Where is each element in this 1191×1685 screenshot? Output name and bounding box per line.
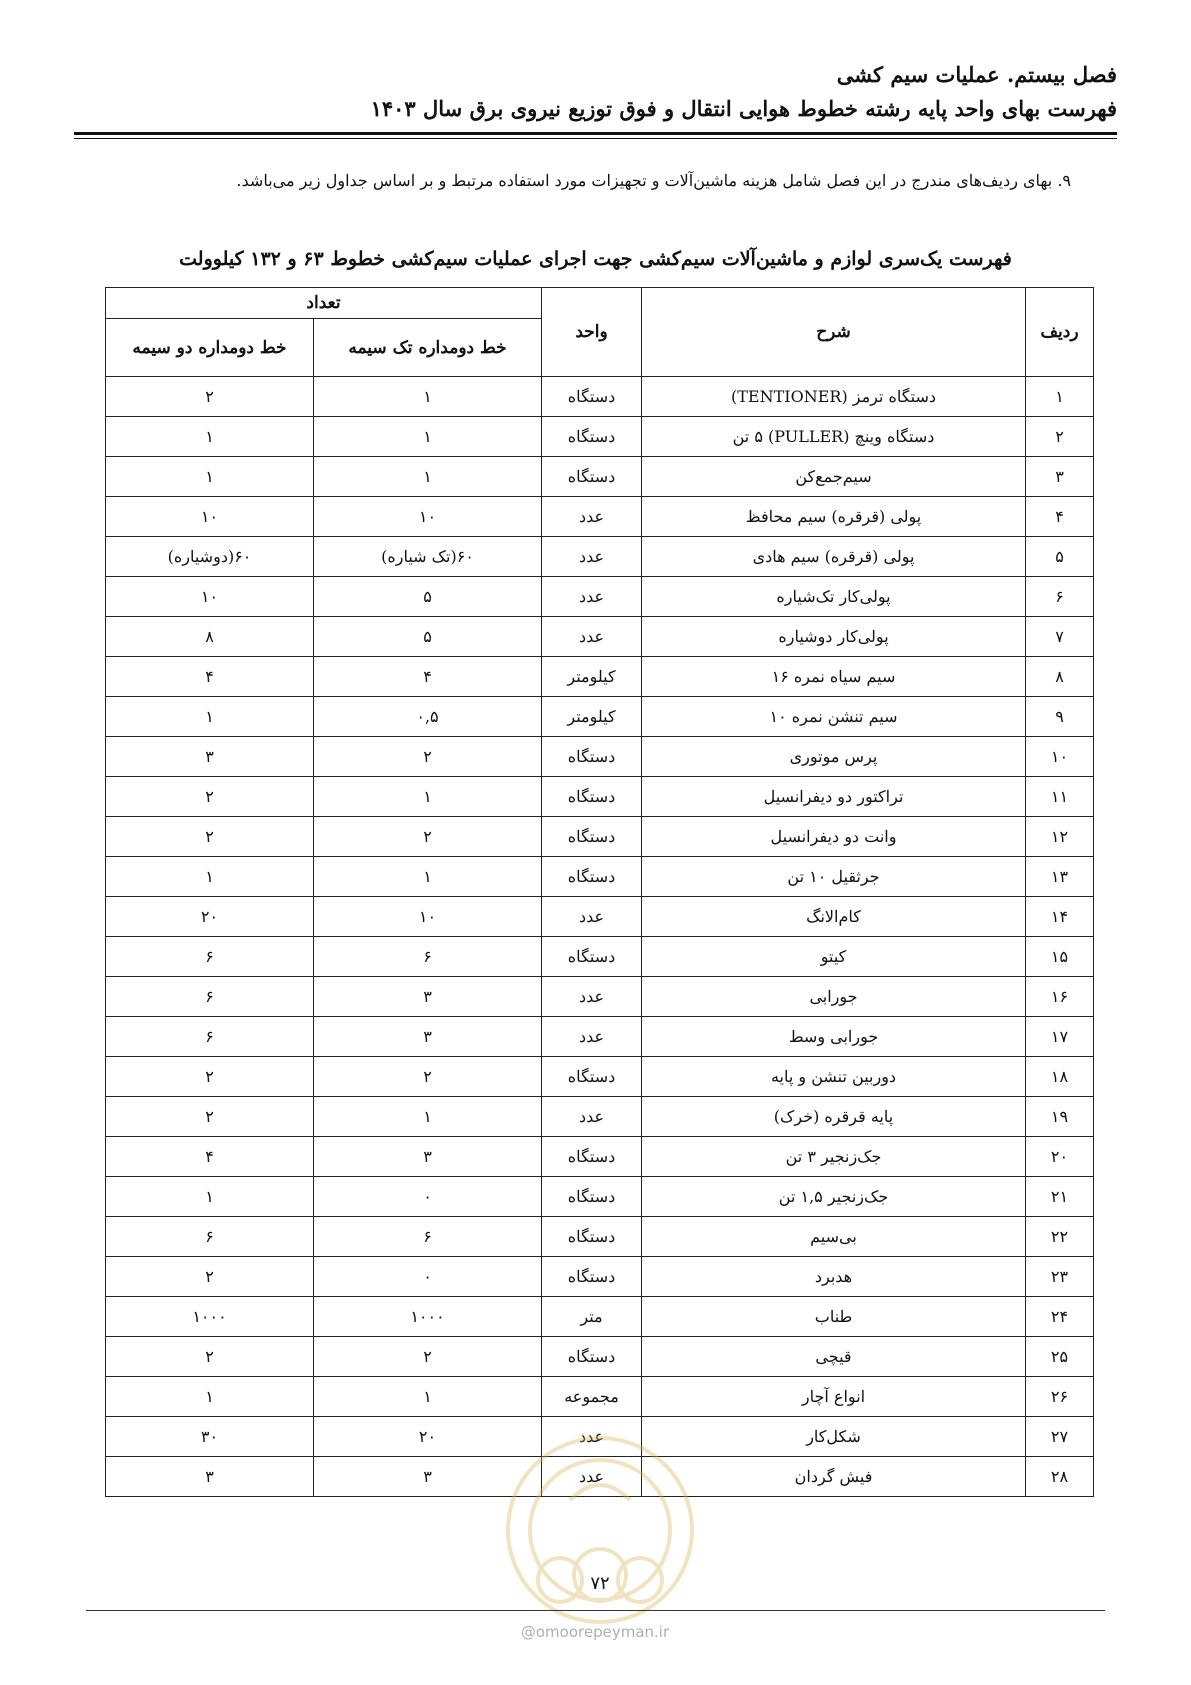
cell-row-number: ۹ — [1026, 697, 1094, 737]
cell-unit: دستگاه — [542, 1177, 642, 1217]
cell-description: انواع آچار — [642, 1377, 1026, 1417]
cell-unit: دستگاه — [542, 1337, 642, 1377]
cell-double-conductor: ۲ — [106, 1257, 314, 1297]
cell-unit: دستگاه — [542, 1057, 642, 1097]
cell-description: کام‌الانگ — [642, 897, 1026, 937]
cell-row-number: ۲۳ — [1026, 1257, 1094, 1297]
cell-double-conductor: ۳ — [106, 737, 314, 777]
cell-double-conductor: ۲ — [106, 817, 314, 857]
cell-row-number: ۲۵ — [1026, 1337, 1094, 1377]
cell-description: شکل‌کار — [642, 1417, 1026, 1457]
cell-double-conductor: ۱۰ — [106, 577, 314, 617]
table-row — [106, 697, 1094, 737]
cell-description: پولی (قرقره) سیم محافظ — [642, 497, 1026, 537]
page-header — [74, 58, 1117, 126]
cell-description: سیم تنشن نمره ۱۰ — [642, 697, 1026, 737]
cell-single-conductor: ۳ — [314, 977, 542, 1017]
cell-unit: دستگاه — [542, 817, 642, 857]
watermark-logo — [500, 1430, 700, 1630]
cell-row-number: ۲۴ — [1026, 1297, 1094, 1337]
cell-row-number: ۴ — [1026, 497, 1094, 537]
cell-unit: دستگاه — [542, 857, 642, 897]
table-row — [106, 537, 1094, 577]
cell-single-conductor: ۱ — [314, 457, 542, 497]
cell-single-conductor: ۲۰ — [314, 1417, 542, 1457]
header-rule-thin — [74, 138, 1117, 139]
cell-unit: عدد — [542, 1097, 642, 1137]
cell-description: دستگاه وینچ (PULLER) ۵ تن — [642, 417, 1026, 457]
header-description: شرح — [642, 288, 1026, 377]
cell-description: پرس موتوری — [642, 737, 1026, 777]
cell-double-conductor: ۴ — [106, 1137, 314, 1177]
table-row — [106, 897, 1094, 937]
cell-double-conductor: ۶ — [106, 937, 314, 977]
footer-rule — [86, 1610, 1105, 1611]
cell-double-conductor: ۲ — [106, 1337, 314, 1377]
cell-description: جورابی — [642, 977, 1026, 1017]
cell-description: فیش گردان — [642, 1457, 1026, 1497]
cell-single-conductor: ۱ — [314, 857, 542, 897]
cell-single-conductor: ۶۰(تک شیاره) — [314, 537, 542, 577]
cell-unit: عدد — [542, 497, 642, 537]
cell-row-number: ۱۱ — [1026, 777, 1094, 817]
cell-single-conductor: ۳ — [314, 1017, 542, 1057]
header-rule-thick — [74, 132, 1117, 135]
table-row — [106, 1097, 1094, 1137]
cell-row-number: ۱۴ — [1026, 897, 1094, 937]
cell-row-number: ۶ — [1026, 577, 1094, 617]
cell-unit: دستگاه — [542, 1217, 642, 1257]
table-body — [106, 377, 1094, 1497]
table-row — [106, 457, 1094, 497]
header-single-conductor: خط دومداره تک سیمه — [314, 319, 542, 377]
cell-description: دستگاه ترمز (TENTIONER) — [642, 377, 1026, 417]
cell-description: جرثقیل ۱۰ تن — [642, 857, 1026, 897]
cell-unit: مجموعه — [542, 1377, 642, 1417]
note-paragraph: ۹. بهای ردیف‌های مندرج در این فصل شامل هزینه ماشین‌آلات و تجهیزات مورد استفاده مرتبط و بر اساس جداول زیر می‌باشد. — [236, 171, 1071, 190]
cell-row-number: ۵ — [1026, 537, 1094, 577]
cell-description: پولی‌کار تک‌شیاره — [642, 577, 1026, 617]
cell-row-number: ۱۶ — [1026, 977, 1094, 1017]
cell-unit: عدد — [542, 577, 642, 617]
cell-row-number: ۱۰ — [1026, 737, 1094, 777]
cell-double-conductor: ۲ — [106, 1057, 314, 1097]
cell-row-number: ۳ — [1026, 457, 1094, 497]
table-row — [106, 377, 1094, 417]
cell-unit: دستگاه — [542, 457, 642, 497]
cell-row-number: ۲۱ — [1026, 1177, 1094, 1217]
cell-double-conductor: ۳ — [106, 1457, 314, 1497]
cell-single-conductor: ۶ — [314, 1217, 542, 1257]
cell-double-conductor: ۱ — [106, 857, 314, 897]
table-row — [106, 497, 1094, 537]
cell-unit: متر — [542, 1297, 642, 1337]
cell-description: طناب — [642, 1297, 1026, 1337]
cell-description: جک‌زنجیر ۱,۵ تن — [642, 1177, 1026, 1217]
cell-double-conductor: ۱ — [106, 697, 314, 737]
cell-description: تراکتور دو دیفرانسیل — [642, 777, 1026, 817]
header-unit: واحد — [542, 288, 642, 377]
cell-single-conductor: ۲ — [314, 1057, 542, 1097]
cell-single-conductor: ۵ — [314, 617, 542, 657]
cell-unit: عدد — [542, 1457, 642, 1497]
cell-double-conductor: ۴ — [106, 657, 314, 697]
table-row — [106, 1377, 1094, 1417]
table-row — [106, 737, 1094, 777]
cell-row-number: ۱۲ — [1026, 817, 1094, 857]
cell-unit: دستگاه — [542, 377, 642, 417]
table-row — [106, 1137, 1094, 1177]
table-row — [106, 777, 1094, 817]
cell-double-conductor: ۶ — [106, 1217, 314, 1257]
cell-double-conductor: ۱ — [106, 1377, 314, 1417]
cell-single-conductor: ۰,۵ — [314, 697, 542, 737]
cell-row-number: ۲ — [1026, 417, 1094, 457]
chapter-title: فصل بیستم. عملیات سیم کشی — [836, 62, 1117, 87]
table-row — [106, 817, 1094, 857]
cell-double-conductor: ۳۰ — [106, 1417, 314, 1457]
cell-unit: کیلومتر — [542, 697, 642, 737]
cell-single-conductor: ۰ — [314, 1177, 542, 1217]
cell-row-number: ۱۹ — [1026, 1097, 1094, 1137]
cell-single-conductor: ۱ — [314, 1377, 542, 1417]
cell-double-conductor: ۸ — [106, 617, 314, 657]
cell-row-number: ۲۸ — [1026, 1457, 1094, 1497]
cell-double-conductor: ۶ — [106, 977, 314, 1017]
cell-description: پایه قرقره (خرک) — [642, 1097, 1026, 1137]
equipment-table — [105, 287, 1094, 1497]
cell-row-number: ۲۰ — [1026, 1137, 1094, 1177]
cell-description: کیتو — [642, 937, 1026, 977]
cell-description: سیم‌جمع‌کن — [642, 457, 1026, 497]
table-row — [106, 857, 1094, 897]
cell-double-conductor: ۲۰ — [106, 897, 314, 937]
table-row — [106, 1017, 1094, 1057]
cell-double-conductor: ۲ — [106, 377, 314, 417]
cell-double-conductor: ۱ — [106, 1177, 314, 1217]
cell-row-number: ۸ — [1026, 657, 1094, 697]
cell-unit: عدد — [542, 1417, 642, 1457]
cell-unit: دستگاه — [542, 1257, 642, 1297]
table-row — [106, 1217, 1094, 1257]
footer-website: @omoorepeyman.ir — [520, 1623, 670, 1641]
cell-single-conductor: ۱ — [314, 777, 542, 817]
cell-description: وانت دو دیفرانسیل — [642, 817, 1026, 857]
table-row — [106, 1337, 1094, 1377]
cell-row-number: ۱۸ — [1026, 1057, 1094, 1097]
cell-single-conductor: ۵ — [314, 577, 542, 617]
cell-single-conductor: ۴ — [314, 657, 542, 697]
cell-unit: عدد — [542, 617, 642, 657]
header-count: تعداد — [106, 288, 542, 319]
cell-row-number: ۱۷ — [1026, 1017, 1094, 1057]
cell-double-conductor: ۶۰(دوشیاره) — [106, 537, 314, 577]
cell-description: هدبرد — [642, 1257, 1026, 1297]
cell-unit: دستگاه — [542, 777, 642, 817]
cell-description: جورابی وسط — [642, 1017, 1026, 1057]
cell-unit: دستگاه — [542, 417, 642, 457]
table-row — [106, 937, 1094, 977]
cell-single-conductor: ۳ — [314, 1137, 542, 1177]
table-row — [106, 1297, 1094, 1337]
table-row — [106, 1257, 1094, 1297]
cell-description: پولی (قرقره) سیم هادی — [642, 537, 1026, 577]
cell-double-conductor: ۱۰ — [106, 497, 314, 537]
table-title: فهرست یک‌سری لوازم و ماشین‌آلات سیم‌کشی جهت اجرای عملیات سیم‌کشی خطوط ۶۳ و ۱۳۲ کیلوولت — [179, 248, 1012, 270]
cell-description: بی‌سیم — [642, 1217, 1026, 1257]
document-subtitle: فهرست بهای واحد پایه رشته خطوط هوایی انتقال و فوق توزیع نیروی برق سال ۱۴۰۳ — [370, 96, 1117, 121]
cell-single-conductor: ۱۰ — [314, 497, 542, 537]
cell-single-conductor: ۱۰۰۰ — [314, 1297, 542, 1337]
cell-single-conductor: ۲ — [314, 817, 542, 857]
table-row — [106, 1177, 1094, 1217]
table-row — [106, 1057, 1094, 1097]
cell-row-number: ۲۶ — [1026, 1377, 1094, 1417]
cell-single-conductor: ۲ — [314, 1337, 542, 1377]
cell-row-number: ۲۷ — [1026, 1417, 1094, 1457]
cell-double-conductor: ۱ — [106, 417, 314, 457]
table-row — [106, 577, 1094, 617]
cell-row-number: ۱۵ — [1026, 937, 1094, 977]
cell-single-conductor: ۶ — [314, 937, 542, 977]
table-row — [106, 657, 1094, 697]
cell-single-conductor: ۲ — [314, 737, 542, 777]
cell-unit: دستگاه — [542, 1137, 642, 1177]
cell-description: پولی‌کار دوشیاره — [642, 617, 1026, 657]
cell-single-conductor: ۱ — [314, 1097, 542, 1137]
cell-single-conductor: ۰ — [314, 1257, 542, 1297]
header-double-conductor: خط دومداره دو سیمه — [106, 319, 314, 377]
cell-description: قیچی — [642, 1337, 1026, 1377]
cell-unit: عدد — [542, 977, 642, 1017]
cell-unit: کیلومتر — [542, 657, 642, 697]
cell-single-conductor: ۱ — [314, 417, 542, 457]
cell-single-conductor: ۱ — [314, 377, 542, 417]
cell-row-number: ۱۳ — [1026, 857, 1094, 897]
cell-unit: عدد — [542, 1017, 642, 1057]
cell-unit: عدد — [542, 537, 642, 577]
cell-single-conductor: ۳ — [314, 1457, 542, 1497]
page-number: ۷۲ — [590, 1573, 610, 1594]
cell-double-conductor: ۶ — [106, 1017, 314, 1057]
header-row-number: ردیف — [1026, 288, 1094, 377]
table-row — [106, 417, 1094, 457]
cell-row-number: ۱ — [1026, 377, 1094, 417]
cell-unit: عدد — [542, 897, 642, 937]
cell-description: سیم سیاه نمره ۱۶ — [642, 657, 1026, 697]
cell-unit: دستگاه — [542, 937, 642, 977]
table-row — [106, 617, 1094, 657]
cell-description: جک‌زنجیر ۳ تن — [642, 1137, 1026, 1177]
cell-double-conductor: ۱۰۰۰ — [106, 1297, 314, 1337]
cell-double-conductor: ۱ — [106, 457, 314, 497]
cell-double-conductor: ۲ — [106, 1097, 314, 1137]
cell-double-conductor: ۲ — [106, 777, 314, 817]
cell-row-number: ۷ — [1026, 617, 1094, 657]
table-row — [106, 977, 1094, 1017]
cell-description: دوربین تنشن و پایه — [642, 1057, 1026, 1097]
cell-single-conductor: ۱۰ — [314, 897, 542, 937]
cell-row-number: ۲۲ — [1026, 1217, 1094, 1257]
cell-unit: دستگاه — [542, 737, 642, 777]
